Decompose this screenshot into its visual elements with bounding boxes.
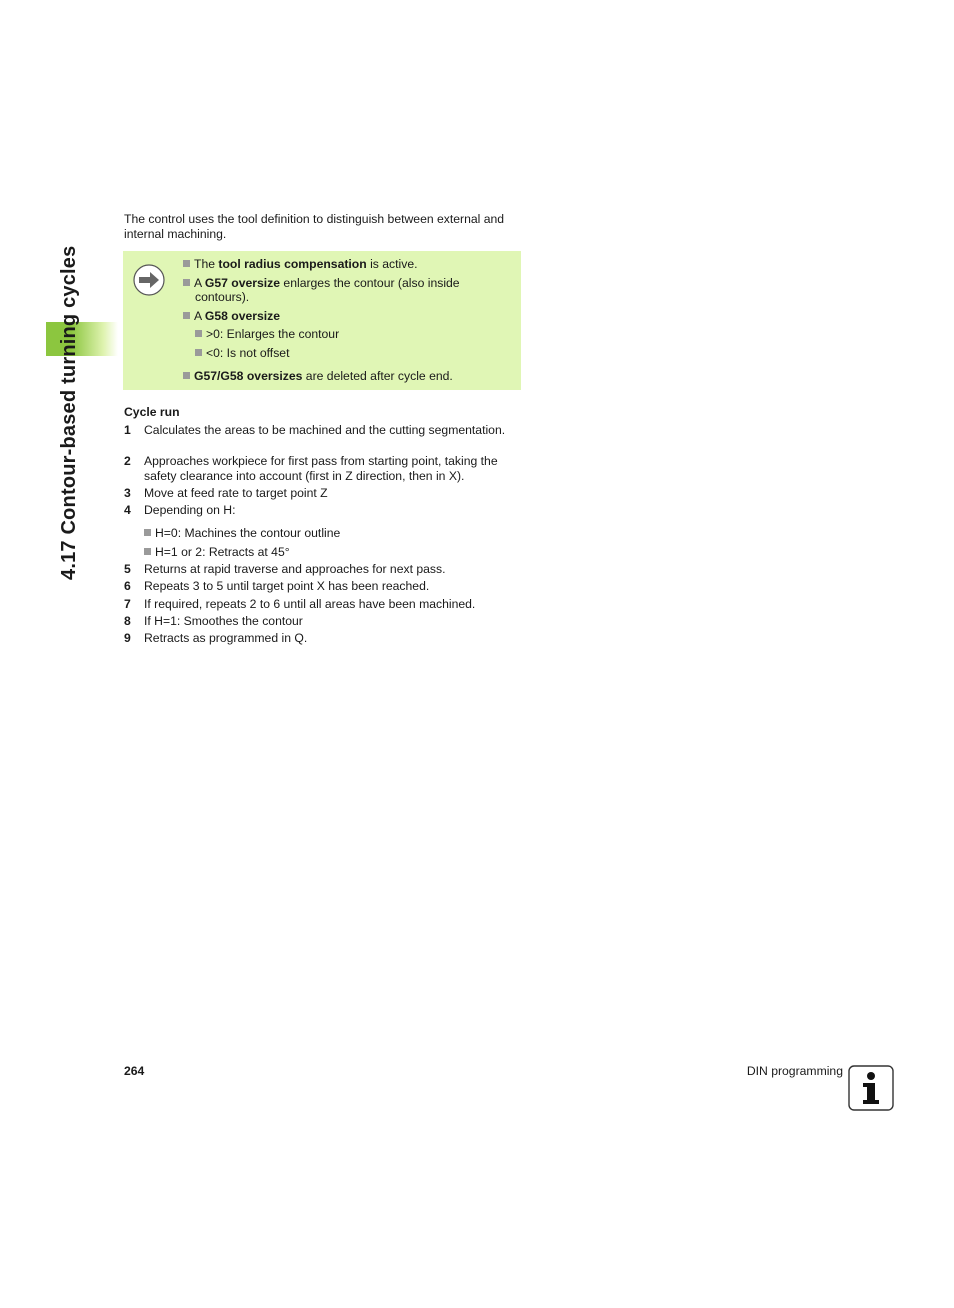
step-number: 5 <box>124 562 131 576</box>
bullet-icon <box>183 372 190 379</box>
step-number: 3 <box>124 486 131 500</box>
bullet-icon <box>183 279 190 286</box>
arrow-right-icon <box>133 264 165 296</box>
note-subitem: >0: Enlarges the contour <box>195 327 339 342</box>
step-text: Retracts as programmed in Q. <box>144 631 308 645</box>
footer-section-label: DIN programming <box>746 1064 843 1078</box>
note-item-continuation: contours). <box>195 290 250 304</box>
step-subitem: H=0: Machines the contour outline <box>144 526 340 541</box>
step-text: Move at feed rate to target point Z <box>144 486 328 500</box>
step-number: 7 <box>124 597 131 611</box>
bullet-icon <box>144 548 151 555</box>
info-icon <box>848 1065 894 1111</box>
step-text: If H=1: Smoothes the contour <box>144 614 303 628</box>
step-number: 6 <box>124 579 131 593</box>
bullet-icon <box>195 349 202 356</box>
section-heading: Cycle run <box>124 405 180 419</box>
note-box <box>123 251 521 390</box>
note-item: A G58 oversize <box>183 309 280 324</box>
step-subitem: H=1 or 2: Retracts at 45° <box>144 545 290 560</box>
bullet-icon <box>183 312 190 319</box>
step-text: Approaches workpiece for first pass from starting point, taking the safety clearance into account (first in Z direction, then in X). <box>144 454 498 483</box>
note-subitem: <0: Is not offset <box>195 346 289 361</box>
note-item: G57/G58 oversizes are deleted after cycle end. <box>183 369 453 384</box>
step-number: 4 <box>124 503 131 517</box>
step-number: 9 <box>124 631 131 645</box>
bullet-icon <box>195 330 202 337</box>
step-number: 2 <box>124 454 131 468</box>
chapter-tab-marker <box>46 322 118 356</box>
step-text: Repeats 3 to 5 until target point X has been reached. <box>144 579 430 593</box>
bullet-icon <box>144 529 151 536</box>
step-number: 1 <box>124 423 131 437</box>
step-text: Returns at rapid traverse and approaches for next pass. <box>144 562 446 576</box>
intro-paragraph: The control uses the tool definition to distinguish between external and internal machining. <box>124 212 505 241</box>
bullet-icon <box>183 260 190 267</box>
note-item: The tool radius compensation is active. <box>183 257 418 272</box>
chapter-side-title: 4.17 Contour-based turning cycles <box>58 245 80 580</box>
step-text: Depending on H: <box>144 503 236 517</box>
page-number: 264 <box>124 1064 145 1078</box>
note-item: A G57 oversize enlarges the contour (also inside <box>183 276 460 291</box>
step-text: Calculates the areas to be machined and the cutting segmentation. <box>144 423 506 437</box>
step-text: If required, repeats 2 to 6 until all areas have been machined. <box>144 597 476 611</box>
step-number: 8 <box>124 614 131 628</box>
